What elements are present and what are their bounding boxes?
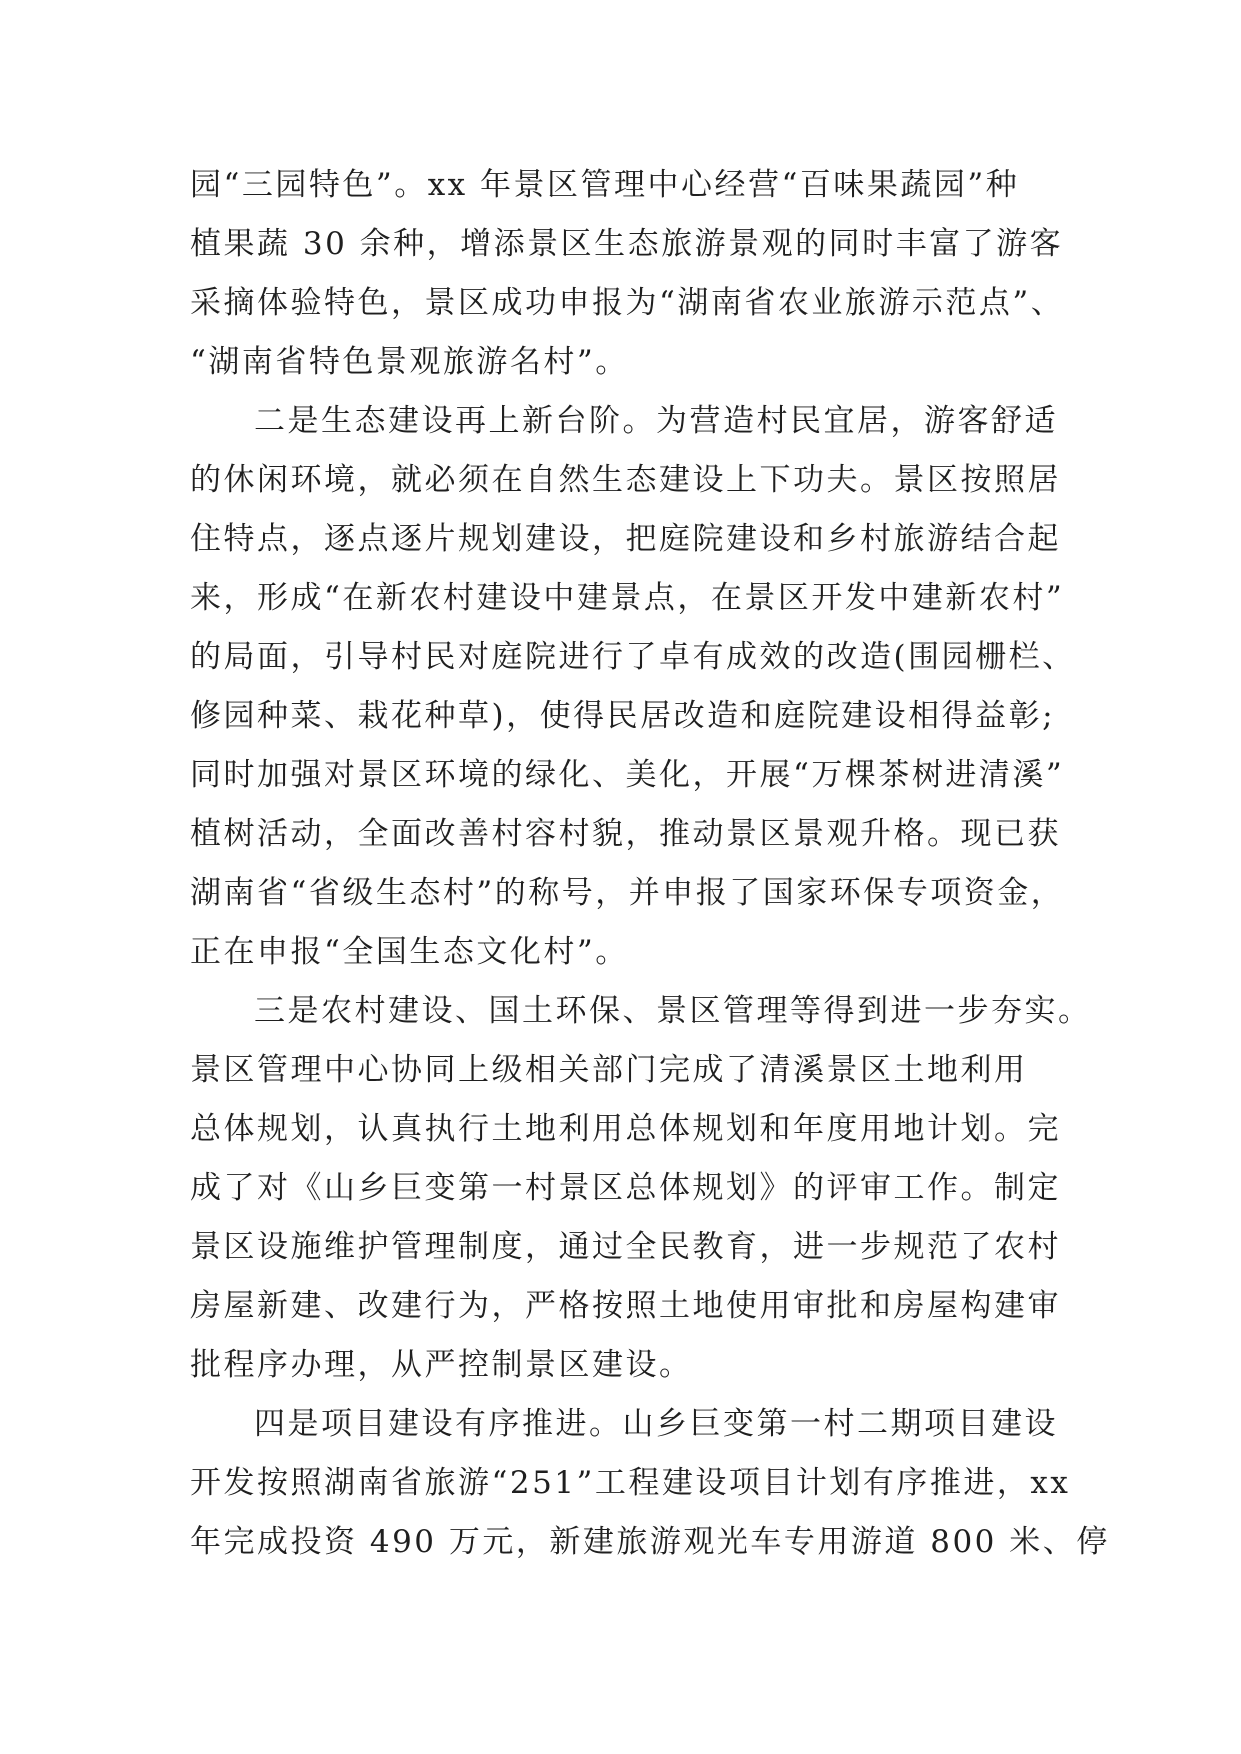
- text-line: 湖南省“省级生态村”的称号，并申报了国家环保专项资金，: [190, 875, 1065, 911]
- text-line: 总体规划，认真执行土地利用总体规划和年度用地计划。完: [190, 1111, 1061, 1147]
- paragraph-continuation: [190, 156, 1065, 392]
- text-line: 园“三园特色”。xx 年景区管理中心经营“百味果蔬园”种: [190, 167, 1020, 203]
- paragraph-management: [190, 982, 1092, 1395]
- text-line: 景区设施维护管理制度，通过全民教育，进一步规范了农村: [190, 1229, 1061, 1265]
- text-line: 同时加强对景区环境的绿化、美化，开展“万棵茶树进清溪”: [190, 757, 1065, 793]
- text-line: 年完成投资 490 万元，新建旅游观光车专用游道 800 米、停: [190, 1524, 1110, 1560]
- text-line: 房屋新建、改建行为，严格按照土地使用审批和房屋构建审: [190, 1288, 1061, 1324]
- text-line: 的局面，引导村民对庭院进行了卓有成效的改造(围园栅栏、: [190, 639, 1076, 675]
- text-line: 来，形成“在新农村建设中建景点，在景区开发中建新农村”: [190, 580, 1065, 616]
- text-line: 成了对《山乡巨变第一村景区总体规划》的评审工作。制定: [190, 1170, 1061, 1206]
- text-line: 开发按照湖南省旅游“251”工程建设项目计划有序推进，xx: [190, 1465, 1071, 1501]
- paragraph-projects: [190, 1395, 1110, 1572]
- text-line: 修园种菜、栽花种草)，使得民居改造和庭院建设相得益彰;: [190, 698, 1056, 734]
- text-line: 植果蔬 30 余种，增添景区生态旅游景观的同时丰富了游客: [190, 226, 1064, 262]
- text-line: 植树活动，全面改善村容村貌，推动景区景观升格。现已获: [190, 816, 1061, 852]
- text-line: 的休闲环境，就必须在自然生态建设上下功夫。景区按照居: [190, 462, 1061, 498]
- text-line: 正在申报“全国生态文化村”。: [190, 934, 629, 970]
- text-line: 四是项目建设有序推进。山乡巨变第一村二期项目建设: [254, 1406, 1058, 1442]
- document-body: [190, 156, 1110, 1572]
- paragraph-ecology: [190, 392, 1076, 982]
- text-line: 景区管理中心协同上级相关部门完成了清溪景区土地利用: [190, 1052, 1028, 1088]
- text-line: 二是生态建设再上新台阶。为营造村民宜居，游客舒适: [254, 403, 1058, 439]
- text-line: 采摘体验特色，景区成功申报为“湖南省农业旅游示范点”、: [190, 285, 1065, 321]
- text-line: 住特点，逐点逐片规划建设，把庭院建设和乡村旅游结合起: [190, 521, 1061, 557]
- text-line: “湖南省特色景观旅游名村”。: [190, 344, 629, 380]
- text-line: 三是农村建设、国土环保、景区管理等得到进一步夯实。: [254, 993, 1092, 1029]
- text-line: 批程序办理，从严控制景区建设。: [190, 1347, 693, 1383]
